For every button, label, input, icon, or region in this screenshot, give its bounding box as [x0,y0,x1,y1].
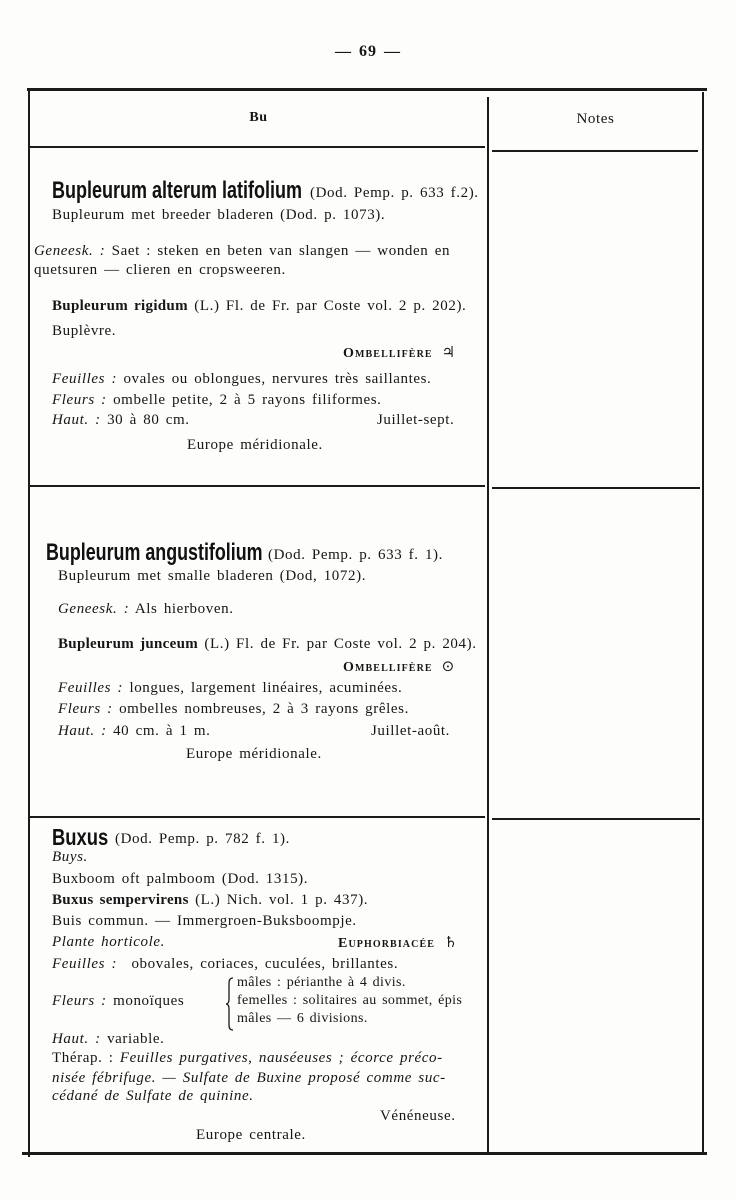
flowers-line [52,393,382,408]
leaves-line [52,957,398,972]
species-reference: (L.) Fl. de Fr. par Coste vol. 2 p. 204). [204,636,477,652]
flowers-label: Fleurs : [52,392,107,408]
row-rule-left [30,816,485,818]
annual-symbol-icon: ⊙ [441,657,455,675]
height-text: 30 à 80 cm. [107,412,190,428]
species-line [52,893,368,908]
dutch-name: Buys. [52,849,88,865]
medical-use-line [58,602,234,617]
height-label: Haut. : [58,723,107,739]
leaves-label: Feuilles : [58,680,124,696]
species-name: Buxus sempervirens [52,892,189,908]
flowers-label: Fleurs : [58,701,113,717]
species-name: Bupleurum rigidum [52,298,188,314]
family-line [343,659,455,675]
entry-reference: (Dod. Pemp. p. 633 f. 1). [268,547,443,563]
dutch-name: Bupleurum met smalle bladeren (Dod, 1072). [58,568,367,584]
medical-use-label: Geneesk. : [58,601,130,617]
flowers-detail: femelles : solitaires au sommet, épis [237,993,463,1008]
flowers-line [52,994,184,1009]
leaves-line [52,372,431,387]
common-name: Buplèvre. [52,323,117,339]
flowers-text: ombelle petite, 2 à 5 rayons filiformes. [113,392,382,408]
height-text: 40 cm. à 1 m. [113,723,211,739]
dutch-name: Buxboom oft palmboom (Dod. 1315). [52,871,309,887]
dutch-name: Bupleurum met breeder bladeren (Dod. p. 1073). [52,207,386,223]
toxicity-note: Vénéneuse. [380,1108,456,1124]
family-line [338,935,458,951]
therapeutic-text: cédané de Sulfate de quinine. [52,1088,254,1104]
entry-reference: (Dod. Pemp. p. 633 f.2). [310,185,479,201]
row-rule-right [492,487,700,489]
therapeutic-line [52,1051,443,1066]
medical-use-line [34,244,450,259]
leaves-text: longues, largement linéaires, acuminées. [129,680,403,696]
therapeutic-text: Feuilles purgatives, nauséeuses ; écorce préco- [119,1050,443,1066]
height-line [58,724,211,739]
entry-reference: (Dod. Pemp. p. 782 f. 1). [115,831,290,847]
brace-icon [225,977,235,1031]
entry-title: Bupleurum alterum latifolium [52,177,303,204]
distribution: Europe méridionale. [187,437,323,453]
flowers-label: Fleurs : [52,993,107,1009]
leaves-text: ovales ou oblongues, nervures très saillantes. [123,371,432,387]
height-line [52,1032,165,1047]
column-divider [487,97,489,1153]
common-name: Buis commun. — Immergroen-Buksboompje. [52,913,357,929]
species-line [58,637,477,652]
flowering-period: Juillet-août. [371,723,451,739]
column-header-main: Bu [249,110,268,125]
family-name: Ombellifère [343,346,433,361]
distribution: Europe méridionale. [186,746,322,762]
page-number: — 69 — [335,43,401,60]
distribution: Europe centrale. [196,1127,306,1143]
woody-plant-symbol-icon: ♄ [444,933,459,951]
family-name: Ombellifère [343,660,433,675]
header-rule-right [492,150,698,152]
species-reference: (L.) Nich. vol. 1 p. 437). [195,892,369,908]
table-border-left [28,88,30,1157]
flowers-detail: mâles : périanthe à 4 divis. [237,975,406,990]
height-label: Haut. : [52,412,101,428]
species-reference: (L.) Fl. de Fr. par Coste vol. 2 p. 202). [194,298,467,314]
therapeutic-text: nisée fébrifuge. — Sulfate de Buxine proposé comme suc- [52,1070,446,1086]
family-name: Euphorbiacée [338,936,435,951]
flowers-detail: mâles — 6 divisions. [237,1011,368,1026]
entry-title: Buxus [52,824,109,850]
therapeutic-label: Thérap. : [52,1050,114,1066]
medical-use-label: Geneesk. : [34,243,106,259]
height-label: Haut. : [52,1031,101,1047]
family-line [343,345,456,361]
flowers-text: monoïques [113,993,185,1009]
species-line [52,299,466,314]
row-rule-right [492,818,700,820]
flowers-text: ombelles nombreuses, 2 à 3 rayons grêles. [119,701,409,717]
leaves-label: Feuilles : [52,371,118,387]
flowers-line [58,702,409,717]
table-border-bottom [22,1152,707,1155]
perennial-symbol-icon: ♃ [441,343,456,361]
leaves-text: obovales, coriaces, cuculées, brillantes. [131,956,399,972]
row-rule-left [30,485,485,487]
medical-use-text: Saet : steken en beten van slangen — wonden en [111,243,451,259]
leaves-line [58,681,402,696]
column-header-notes: Notes [576,111,615,127]
leaves-label: Feuilles : [52,956,118,972]
header-rule-left [30,146,485,148]
height-line [52,413,190,428]
height-text: variable. [107,1031,165,1047]
table-border-right [702,92,704,1154]
medical-use-text: quetsuren — clieren en cropsweeren. [34,262,286,278]
table-border-top [27,88,707,91]
species-name: Bupleurum junceum [58,636,199,652]
flowering-period: Juillet-sept. [377,412,455,428]
entry-title: Bupleurum angustifolium [46,539,263,566]
use-note: Plante horticole. [52,934,166,950]
medical-use-text: Als hierboven. [134,601,234,617]
